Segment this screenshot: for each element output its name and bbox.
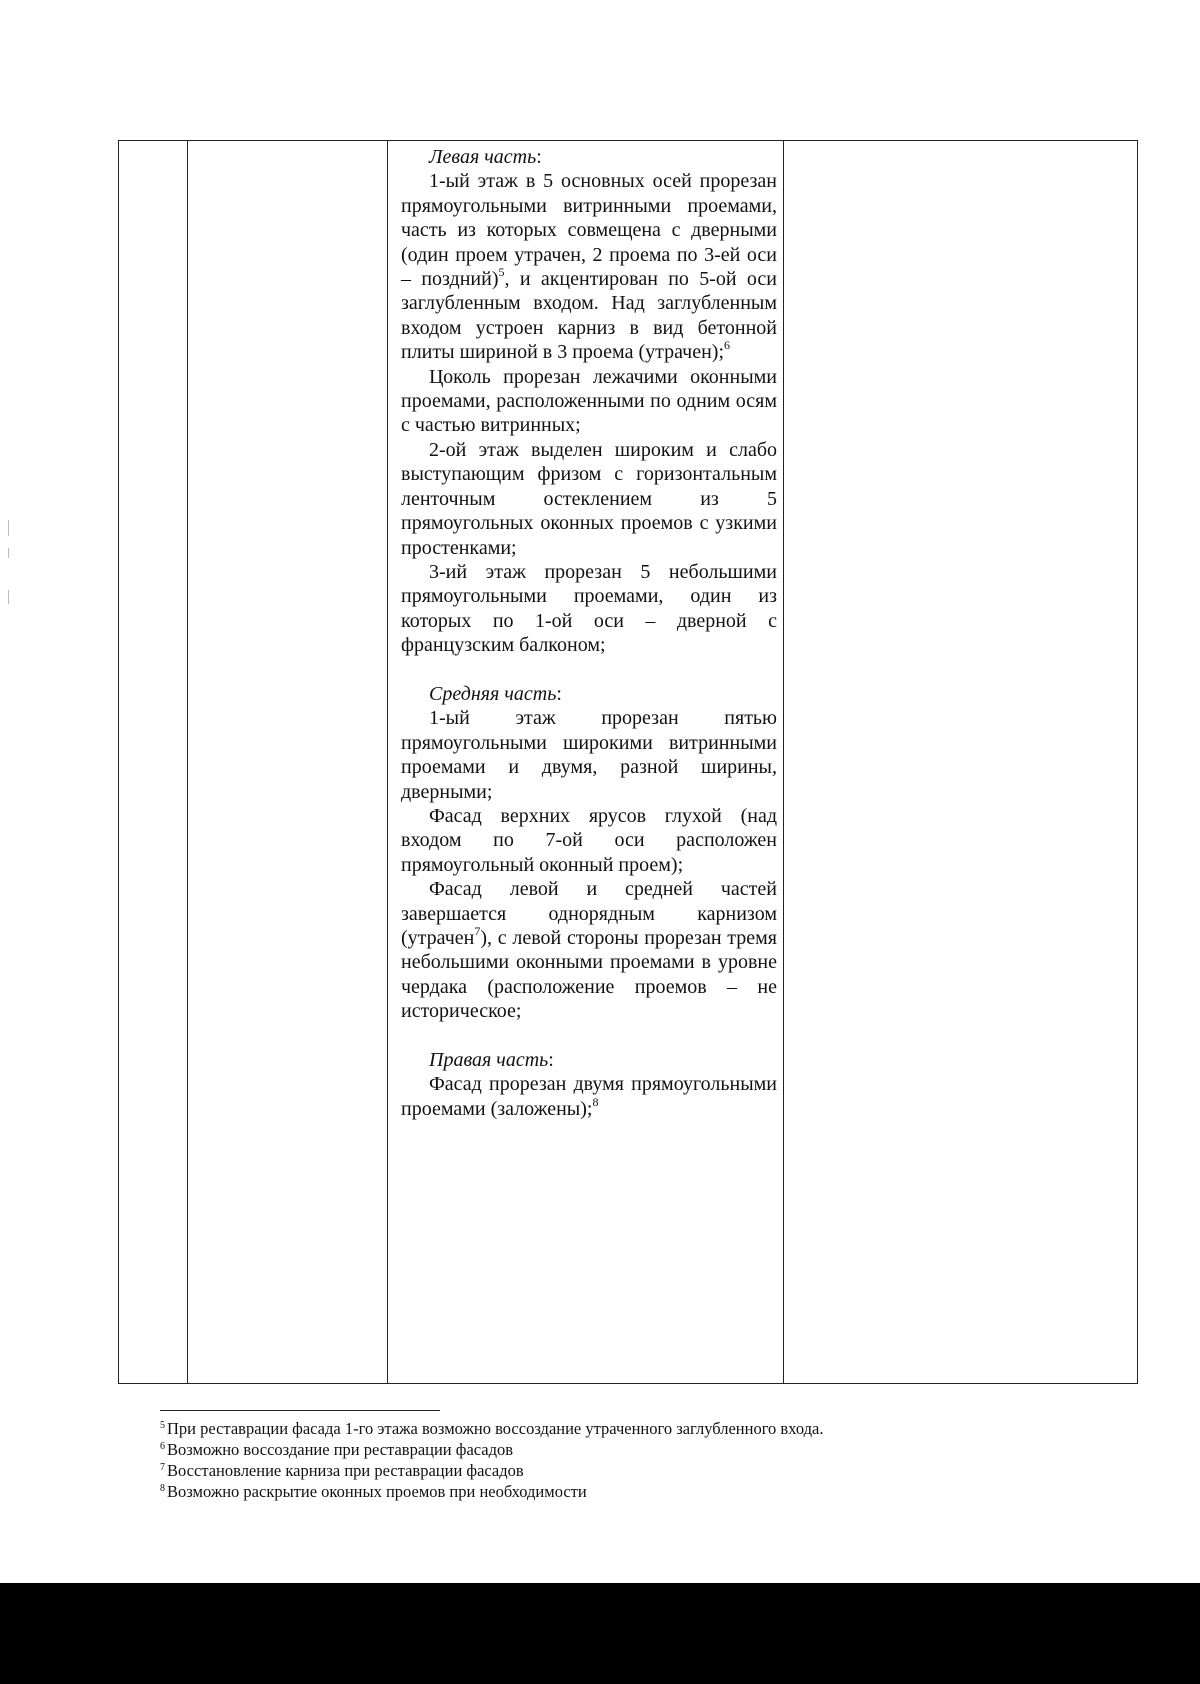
footnote-separator bbox=[160, 1410, 440, 1411]
footnote: $^5$ При реставрации фасада 1-го этажа возможно воссоздание утраченного заглубленного входа. bbox=[160, 1419, 824, 1438]
right-part-paragraph: Фасад прорезан двумя прямоугольными проемами (заложены);$^8$ bbox=[401, 1073, 777, 1120]
footnote-ref[interactable]: 7 bbox=[474, 923, 481, 938]
left-part-paragraph: 3-ий этаж прорезан 5 небольшими прямоугольными проемами, один из которых по 1-ой оси – дверной с французским балконом; bbox=[401, 560, 777, 657]
footnotes bbox=[160, 1418, 1060, 1502]
scan-artifact-line bbox=[8, 548, 9, 558]
footnote-ref[interactable]: 6 bbox=[724, 338, 731, 353]
scan-artifact-line bbox=[8, 590, 9, 604]
footnote-ref[interactable]: 8 bbox=[592, 1094, 599, 1109]
left-part-paragraph: 1-ый этаж в 5 основных осей прорезан прямоугольными витринными проемами, часть из которых совмещена с дверными (один проем утрачен, 2 проема по 3-ей оси – поздний)$^5$, и акцентирован по 5-ой оси заглубленным входом. Над заглубленным входом устроен карниз в вид бетонной плиты шириной в 3 проема (утрачен);$^6$ bbox=[401, 170, 777, 364]
middle-part-heading: Средняя часть: bbox=[429, 682, 562, 705]
middle-part-paragraph: 1-ый этаж прорезан пятью прямоугольными широкими витринными проемами и двумя, разной ширины, дверными; bbox=[401, 707, 777, 803]
right-part-heading: Правая часть: bbox=[429, 1049, 554, 1071]
left-part-heading: Левая часть: bbox=[429, 146, 542, 168]
middle-part-paragraph: Фасад левой и средней частей завершается однорядным карнизом (утрачен$^7$), с левой стороны прорезан тремя небольшими оконными проемами в уровне чердака (расположение проемов – не историческое; bbox=[401, 878, 777, 1023]
footnote: $^6$ Возможно воссоздание при реставрации фасадов bbox=[160, 1440, 514, 1459]
left-part-paragraph: Цоколь прорезан лежачими оконными проемами, расположенными по одним осям с частью витринных; bbox=[401, 365, 777, 437]
scan-artifact-line bbox=[8, 520, 9, 536]
footnote: $^8$ Возможно раскрытие оконных проемов при необходимости bbox=[160, 1482, 587, 1501]
column-divider bbox=[187, 141, 188, 1383]
description-table bbox=[118, 140, 1138, 1384]
scan-bottom-band bbox=[0, 1583, 1200, 1684]
left-part-paragraph: 2-ой этаж выделен широким и слабо выступающим фризом с горизонтальным ленточным остеклением из 5 прямоугольных оконных проемов с узкими простенками; bbox=[401, 438, 777, 559]
column-divider bbox=[783, 141, 784, 1383]
footnote: $^7$ Восстановление карниза при реставрации фасадов bbox=[160, 1461, 524, 1480]
footnote-ref[interactable]: 5 bbox=[498, 265, 505, 280]
facade-description-cell bbox=[401, 145, 777, 1121]
middle-part-paragraph: Фасад верхних ярусов глухой (над входом по 7-ой оси расположен прямоугольный оконный проем); bbox=[401, 804, 777, 876]
column-divider bbox=[387, 141, 388, 1383]
